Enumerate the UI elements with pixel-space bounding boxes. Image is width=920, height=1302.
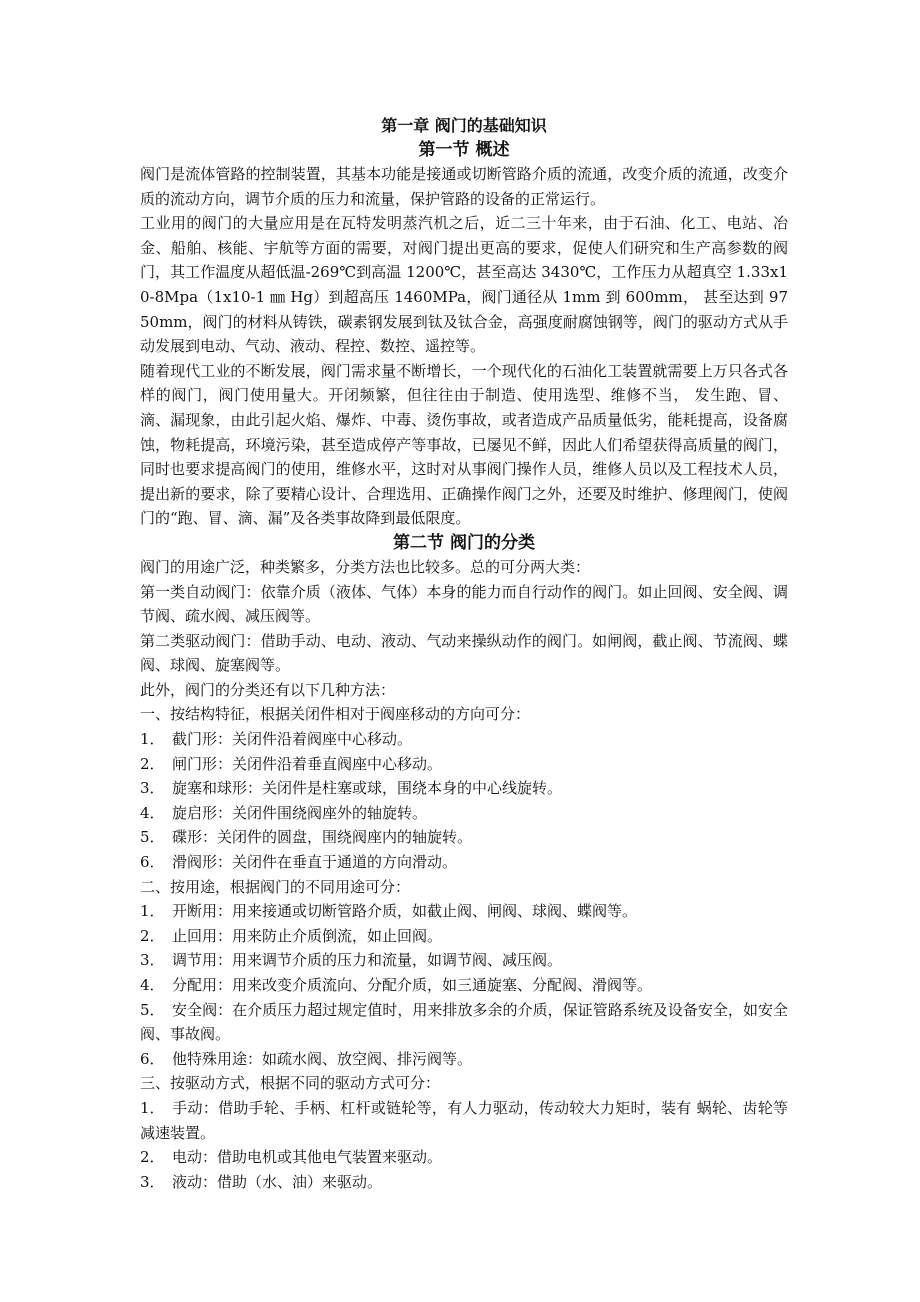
list-item xyxy=(140,727,788,752)
list-number: 1． xyxy=(140,730,165,749)
list-number: 2． xyxy=(140,926,165,945)
list-item xyxy=(140,948,788,973)
list-text: 碟形：关闭件的圆盘，围绕阀座内的轴旋转。 xyxy=(172,828,473,847)
paragraph: 第一类自动阀门：依靠介质（液体、气体）本身的能力而自行动作的阀门。如止回阀、安全阀、调节阀、疏水阀、减压阀等。 xyxy=(140,582,788,626)
paragraph: 阀门的用途广泛，种类繁多，分类方法也比较多。总的可分两大类： xyxy=(140,557,591,576)
list-item xyxy=(140,1047,788,1072)
section-heading-overview: 第一节 概述 xyxy=(418,140,510,160)
list-number: 3． xyxy=(140,951,165,970)
list-text: 手动：借助手轮、手柄、杠杆或链轮等，有人力驱动，传动较大力矩时，装有 蜗轮、齿轮等减速装置。 xyxy=(140,1098,788,1142)
list-item xyxy=(140,924,788,949)
paragraph: 第二类驱动阀门：借助手动、电动、液动、气动来操纵动作的阀门。如闸阀，截止阀、节流阀、蝶阀、球阀、旋塞阀等。 xyxy=(140,631,788,675)
list-item xyxy=(140,825,788,850)
list-item xyxy=(140,899,788,924)
list-text: 滑阀形：关闭件在垂直于通道的方向滑动。 xyxy=(172,853,458,872)
list-number: 4． xyxy=(140,803,165,822)
list-heading-drive: 三、按驱动方式，根据不同的驱动方式可分： xyxy=(140,1074,441,1093)
section-heading-classification: 第二节 阀门的分类 xyxy=(393,532,535,553)
list-number: 3． xyxy=(140,1172,165,1191)
list-text: 调节用：用来调节介质的压力和流量，如调节阀、减压阀。 xyxy=(172,951,563,970)
list-item xyxy=(140,1170,788,1195)
list-text: 开断用：用来接通或切断管路介质，如截止阀、闸阀、球阀、蝶阀等。 xyxy=(172,902,638,921)
list-text: 分配用：用来改变介质流向、分配介质，如三通旋塞、分配阀、滑阀等。 xyxy=(172,976,653,994)
list-item xyxy=(140,998,788,1047)
list-number: 2． xyxy=(140,1148,165,1167)
list-number: 4． xyxy=(140,976,165,994)
list-text: 旋启形：关闭件围绕阀座外的轴旋转。 xyxy=(172,803,428,822)
list-text: 截门形：关闭件沿着阀座中心移动。 xyxy=(172,730,413,749)
list-item xyxy=(140,850,788,875)
list-heading-usage: 二、按用途，根据阀门的不同用途可分： xyxy=(140,877,411,896)
list-text: 旋塞和球形：关闭件是柱塞或球，围绕本身的中心线旋转。 xyxy=(172,779,563,798)
list-text: 液动：借助（水、油）来驱动。 xyxy=(172,1172,383,1191)
list-number: 1． xyxy=(140,1098,165,1117)
list-number: 6． xyxy=(140,1049,165,1068)
list-number: 1． xyxy=(140,902,165,921)
chapter-title: 第一章 阀门的基础知识 xyxy=(381,116,547,135)
list-number: 3． xyxy=(140,779,165,798)
list-number: 6． xyxy=(140,853,165,872)
paragraph: 阀门是流体管路的控制装置，其基本功能是接通或切断管路介质的流通，改变介质的流通，改变介质的流动方向，调节介质的压力和流量，保护管路的设备的正常运行。 xyxy=(140,165,788,208)
list-text: 闸门形：关闭件沿着垂直阀座中心移动。 xyxy=(172,754,443,773)
list-text: 电动：借助电机或其他电气装置来驱动。 xyxy=(172,1148,443,1167)
document-page xyxy=(140,114,788,1194)
list-number: 5． xyxy=(140,828,165,847)
list-number: 2． xyxy=(140,754,165,773)
list-heading-structure: 一、按结构特征，根据关闭件相对于阀座移动的方向可分： xyxy=(140,705,531,724)
list-item xyxy=(140,752,788,777)
list-item xyxy=(140,801,788,826)
list-item xyxy=(140,776,788,801)
list-text: 他特殊用途：如疏水阀、放空阀、排污阀等。 xyxy=(172,1049,473,1068)
list-item xyxy=(140,1096,788,1145)
paragraph: 随着现代工业的不断发展，阀门需求量不断增长，一个现代化的石油化工装置就需要上万只各式各样的阀门，阀门使用量大。开闭频繁，但往往由于制造、使用选型、维修不当， 发生跑、冒、滴、漏现象，由此引起火焰、爆炸、中毒、烫伤事故，或者造成产品质量低劣，能耗提高，设备腐蚀，物耗提高，环境污染，甚至造成停产等事故，已屡见不鲜，因此人们希望获得高质量的阀门，同时也要求提高阀门的使用，维修水平，这时对从事阀门操作人员，维修人员以及工程技术人员，提出新的要求，除了要精心设计、合理选用、正确操作阀门之外，还要及时维护、修理阀门，使阀门的“跑、冒、滴、漏”及各类事故降到最低限度。 xyxy=(140,361,788,528)
list-item xyxy=(140,973,788,998)
list-number: 5． xyxy=(140,1000,165,1019)
paragraph: 工业用的阀门的大量应用是在瓦特发明蒸汽机之后，近二三十年来，由于石油、化工、电站、冶金、船舶、核能、宇航等方面的需要，对阀门提出更高的要求，促使人们研究和生产高参数的阀门，其工作温度从超低温-269℃到高温 1200℃，甚至高达 3430℃，工作压力从超真空 1.33x10-8Mpa（1x10-1 ㎜ Hg）到超高压 1460MPa，阀门通径从 1mm 到 600mm， 甚至达到 9750mm，阀门的材料从铸铁，碳素钢发展到钛及钛合金，高强度耐腐蚀钢等，阀门的驱动方式从手动发展到电动、气动、液动、程控、数控、遥控等。 xyxy=(140,214,788,356)
paragraph: 此外，阀门的分类还有以下几种方法： xyxy=(140,680,396,699)
list-item xyxy=(140,1145,788,1170)
list-text: 安全阀：在介质压力超过规定值时，用来排放多余的介质，保证管路系统及设备安全，如安全阀、事故阀。 xyxy=(140,1000,788,1044)
list-text: 止回用：用来防止介质倒流，如止回阀。 xyxy=(172,926,443,945)
